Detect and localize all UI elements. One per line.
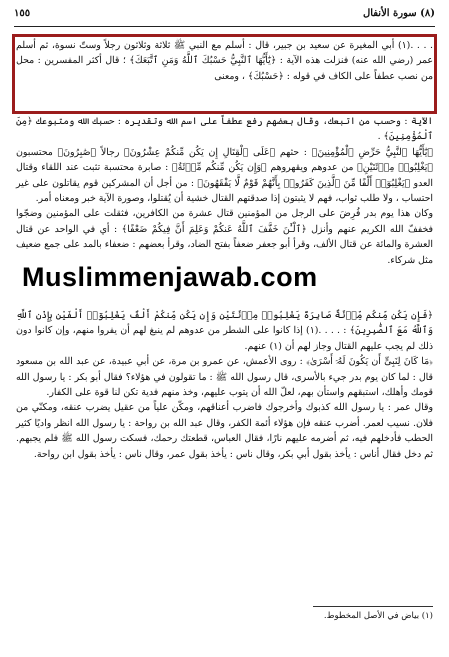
site-watermark: Muslimmenjawab.com [22, 262, 318, 292]
paragraph: الآية : وحسب من اتبعك، وقال بعضهم رفع عطفاً على اسم الله وتقديره : حسبك الله ومتبوعك ﴿مِنَ ٱلْمُؤْمِنِينَ﴾ . [16, 116, 433, 143]
surah-title: (٨) سورة الأنفال [362, 8, 435, 19]
paragraph: وكان هذا يوم بدر فُرِضَ على الرجل من المؤمنين قتال عشرة من الكافرين، فثقلت على المؤمنين وضجّوا فخففّ الله الكريم عنهم وأنزل ﴿ٱلْـَٰٔنَ خَفَّفَ ٱللَّهُ عَنكُمْ وَعَلِمَ أَنَّ فِيكُمْ ضَعْفًا﴾ : أي في الواحد عن قتال العشرة والمائة عن قتال الألف، وقرأ أبو جعفر ضعفاً بفتح الضاد، وقرأ بعضهم : ضعفاء بالمد على جمع ضعيف مثل شركاء. [16, 208, 433, 266]
paragraph: ﴿مَا كَانَ لِنَبِىٍّ أَن يَكُونَ لَهُۥٓ أَسْرَىٰ﴾ : روى الأعمش، عن عمرو بن مرة، عن أبي عبيدة، عن عبد الله بن مسعود قال : لما كان يوم بدر جيء بالأسرى، قال رسول الله ﷺ : ما تقولون في هؤلاء؟ فقال أبو بكر : يا رسول الله قومك وأهلك، استبقهم واستأن بهم، لعلّ الله أن يتوب عليهم، وخذ منهم فدية تكن لنا قوة على الكفار. [16, 356, 433, 399]
paragraph: ﴿يَٰٓأَيُّهَا ٱلنَّبِيُّ حَرِّضِ ٱلْمُؤْمِنِينَ﴾ : حثهم ﴿عَلَى ٱلْقِتَالِ إِن يَكُن مِّنكُمْ عِشْرُونَ﴾ رجالاً ﴿صَٰبِرُونَ﴾ محتسبون ﴿يَغْلِبُوا۟ مِا۟ئَتَيْنِ﴾ من عدوهم ويقهروهم ﴿وَإِن يَكُن مِّنكُم مِّا۟ئَةٌ﴾ : صابرة محتسبة تثبت عند اللقاء وقتال العدو ﴿يَغْلِبُوٓا۟ أَلْفًا مِّنَ ٱلَّذِينَ كَفَرُوا۟ بِأَنَّهُمْ قَوْمٌ لَّا يَفْقَهُونَ﴾ : من أجل أن المشركين قوم يقاتلون على غير احتساب ، ولا طلب ثواب، فهم لا يثبتون إذا صدقتهم القتال خشية أن يُقتلوا، وصورة الآية خبر ومعناه أمر. [16, 146, 433, 205]
page-number: ١٥٥ [14, 8, 31, 19]
footnote: (١) بياض في الأصل المخطوط. [323, 611, 433, 621]
paragraph: وقال عمر : يا رسول الله كذبوك وأخرجوك فاضرب أعناقهم، ومكّن علياً من عقيل يضرب عنقه، ومكنّي من فلان. نسيب لعمر. أضرب عنقه فإن هؤلاء أئمة الكفر، وقال عبد الله بن رواحة : يا رسول الله انظر واديًا كثير الحطب فأدخلهم فيه، ثم أضرمه عليهم نارًا، فقال العباس، قطعتك رحمك، فسكت رسول الله ﷺ فلم يجبهم. ثم دخل فقال أناس : يأخذ بقول أبي بكر، وقال ناس : يأخذ بقول عمر، وقال ناس : يأخذ بقول ابن رواحة. [16, 402, 433, 460]
header-rule [14, 26, 435, 27]
page-header [14, 8, 435, 24]
paragraph: . . . .(١) أبي المغيرة عن سعيد بن جبير، قال : أسلم مع النبي ﷺ ثلاثة وثلاثون رجلاً وستّ نسوة، ثم أسلم عمر (رضي الله عنه) فنزلت هذه الآية : ﴿يَٰٓأَيُّهَا ٱلنَّبِيُّ حَسْبُكَ ٱللَّهُ وَمَنِ ٱتَّبَعَكَ﴾ ؛ قال أكثر المفسرين : محل من نصب عطفاً على الكاف في قوله : ﴿حَسْبُكَ﴾ ، ومعنى [16, 40, 433, 82]
body-section [16, 114, 433, 268]
paragraph: ﴿فَإِن يَكُن مِّنكُم مِّا۟ئَةٌ صَابِرَةٌ يَغْلِبُوا۟ مِا۟ئَتَيْنِ وَإِن يَكُن مِّنكُمْ أَلْفٌ يَغْلِبُوٓا۟ أَلْفَيْنِ بِإِذْنِ ٱللَّهِ وَٱللَّهُ مَعَ ٱلصَّٰبِرِينَ﴾ : . . . .(١) إذا كانوا على الشطر من عدوهم لم ينبغ لهم أن يفروا منهم، وإن كانوا دون ذلك لم يجب عليهم القتال وجاز لهم أن (١) عنهم. [16, 310, 433, 352]
footnote-rule [313, 606, 433, 607]
lower-section [16, 308, 433, 462]
highlighted-paragraph [16, 38, 433, 84]
